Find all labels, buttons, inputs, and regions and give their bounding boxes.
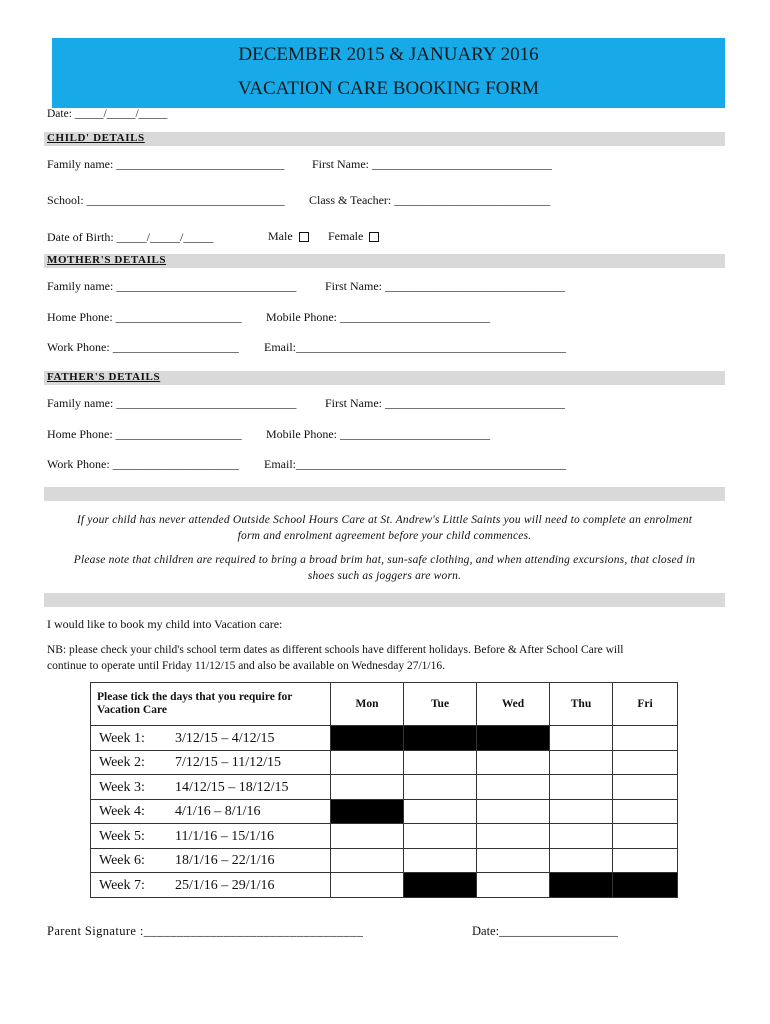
table-header-row [91,683,678,726]
tick-box-fri[interactable] [613,750,678,775]
day-header-wed: Wed [477,683,550,726]
tick-box-fri[interactable] [613,726,678,751]
tick-box-mon[interactable] [331,873,404,898]
tick-box-wed[interactable] [477,775,550,800]
tick-box-wed[interactable] [477,799,550,824]
table-row [91,824,678,849]
father-mobile-phone-field[interactable]: Mobile Phone: _________________________ [266,427,490,441]
week-label: Week 7: [99,877,145,893]
tick-box-wed[interactable] [477,750,550,775]
child-first-name-field[interactable]: First Name: ______________________________ [312,157,552,171]
booking-nb [47,642,727,674]
week-dates: 18/1/16 – 22/1/16 [175,853,275,869]
closed-day-cell-fri [613,873,678,898]
clothing-notice [44,552,725,584]
mother-work-phone-field[interactable]: Work Phone: _____________________ [47,340,239,354]
male-label: Male [268,229,293,243]
male-checkbox[interactable] [299,232,309,242]
week-dates: 14/12/15 – 18/12/15 [175,779,289,795]
tick-box-tue[interactable] [404,799,477,824]
tick-box-fri[interactable] [613,824,678,849]
week-cell [91,848,331,873]
closed-day-cell-tue [404,726,477,751]
tick-box-tue[interactable] [404,775,477,800]
child-family-name-field[interactable]: Family name: ____________________________ [47,157,285,171]
notice-divider-bar [44,487,725,501]
tick-box-mon[interactable] [331,750,404,775]
signature-date-field[interactable]: Date:___________________ [472,924,618,938]
clothing-notice-line2: shoes such as joggers are worn. [307,570,462,582]
week-cell [91,726,331,751]
child-section-bar [44,132,725,146]
booking-nb-line1: NB: please check your child's school term dates as different schools have different holidays. Before & After School Care will [47,644,624,656]
week-cell [91,873,331,898]
week-dates: 11/1/16 – 15/1/16 [175,828,275,844]
female-checkbox[interactable] [369,232,379,242]
tick-box-wed[interactable] [477,824,550,849]
form-title-dates: DECEMBER 2015 & JANUARY 2016 [238,44,539,65]
form-header [52,38,725,108]
parent-signature-field[interactable]: Parent Signature :_________________________________ [47,924,364,938]
week-dates: 3/12/15 – 4/12/15 [175,730,275,746]
tick-box-tue[interactable] [404,848,477,873]
enrolment-notice [44,512,725,544]
tick-box-thu[interactable] [550,799,613,824]
male-option[interactable] [268,229,309,244]
child-class-teacher-field[interactable]: Class & Teacher: __________________________ [309,193,551,207]
closed-day-cell-tue [404,873,477,898]
father-first-name-field[interactable]: First Name: ______________________________ [325,396,565,410]
tick-box-thu[interactable] [550,726,613,751]
tick-box-thu[interactable] [550,750,613,775]
child-section-heading: CHILD' DETAILS [47,132,145,144]
day-header-mon: Mon [331,683,404,726]
closed-day-cell-mon [331,726,404,751]
table-row [91,750,678,775]
day-header-tue: Tue [404,683,477,726]
tick-box-tue[interactable] [404,750,477,775]
week-label: Week 1: [99,730,145,746]
mother-email-field[interactable]: Email:_____________________________________________ [264,340,566,354]
child-dob-field[interactable]: Date of Birth: _____/_____/_____ [47,230,214,244]
week-label: Week 3: [99,779,145,795]
week-dates: 25/1/16 – 29/1/16 [175,877,275,893]
tick-box-thu[interactable] [550,824,613,849]
table-instruction-header: Please tick the days that you require for Vacation Care [91,683,331,726]
tick-box-fri[interactable] [613,775,678,800]
week-label: Week 6: [99,853,145,869]
day-header-thu: Thu [550,683,613,726]
clothing-notice-line1: Please note that children are required to bring a broad brim hat, sun-safe clothing, and when attending excursions, that closed in [73,554,696,566]
week-label: Week 5: [99,828,145,844]
table-row [91,726,678,751]
day-header-fri: Fri [613,683,678,726]
tick-box-wed[interactable] [477,873,550,898]
father-work-phone-field[interactable]: Work Phone: _____________________ [47,457,239,471]
closed-day-cell-wed [477,726,550,751]
tick-box-wed[interactable] [477,848,550,873]
week-dates: 7/12/15 – 11/12/15 [175,755,282,771]
tick-box-mon[interactable] [331,775,404,800]
tick-box-thu[interactable] [550,848,613,873]
booking-nb-line2: continue to operate until Friday 11/12/15 and also be available on Wednesday 27/1/16. [47,660,445,672]
week-dates: 4/1/16 – 8/1/16 [175,804,261,820]
date-field[interactable]: Date: _____/_____/_____ [47,108,168,120]
father-section-heading: FATHER'S DETAILS [47,371,161,383]
tick-box-tue[interactable] [404,824,477,849]
mother-section-heading: MOTHER'S DETAILS [47,254,167,266]
tick-box-thu[interactable] [550,775,613,800]
week-label: Week 4: [99,804,145,820]
closed-day-cell-thu [550,873,613,898]
week-cell [91,775,331,800]
booking-table [90,682,678,898]
mother-first-name-field[interactable]: First Name: ______________________________ [325,279,565,293]
table-row [91,775,678,800]
week-label: Week 2: [99,755,145,771]
enrolment-notice-line1: If your child has never attended Outside School Hours Care at St. Andrew's Little Saints you will need to complete an enrolment [76,514,693,526]
table-row [91,848,678,873]
closed-day-cell-mon [331,799,404,824]
table-row [91,799,678,824]
father-home-phone-field[interactable]: Home Phone: _____________________ [47,427,242,441]
mother-family-name-field[interactable]: Family name: ______________________________ [47,279,297,293]
tick-box-fri[interactable] [613,799,678,824]
form-title: VACATION CARE BOOKING FORM [237,78,540,99]
father-email-field[interactable]: Email:_____________________________________________ [264,457,566,471]
child-school-field[interactable]: School: _________________________________ [47,193,285,207]
booking-intro: I would like to book my child into Vacation care: [47,617,283,631]
table-row [91,873,678,898]
mother-mobile-phone-field[interactable]: Mobile Phone: _________________________ [266,310,490,324]
father-family-name-field[interactable]: Family name: ______________________________ [47,396,297,410]
week-cell [91,750,331,775]
week-cell [91,824,331,849]
mother-home-phone-field[interactable]: Home Phone: _____________________ [47,310,242,324]
tick-box-fri[interactable] [613,848,678,873]
booking-divider-bar [44,593,725,607]
week-cell [91,799,331,824]
female-option[interactable] [328,229,379,244]
tick-box-mon[interactable] [331,848,404,873]
tick-box-mon[interactable] [331,824,404,849]
enrolment-notice-line2: form and enrolment agreement before your child commences. [237,530,532,542]
female-label: Female [328,229,364,243]
